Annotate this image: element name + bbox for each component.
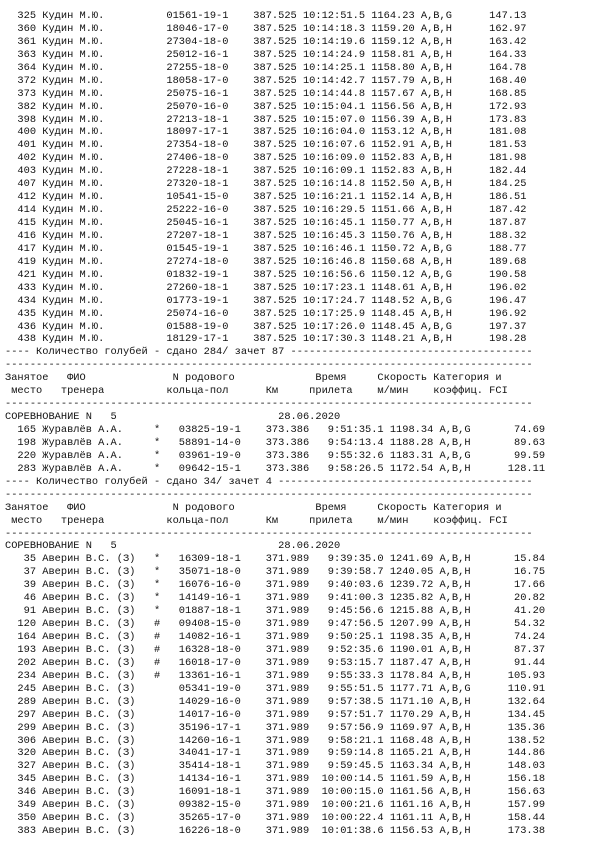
text-line: 361 Кудин М.Ю. 27304-18-0 387.525 10:14:19.6 1159.12 A,B,H 163.42 (5, 35, 527, 48)
text-line: 360 Кудин М.Ю. 18046-17-0 387.525 10:14:18.3 1159.20 A,B,H 162.97 (5, 22, 527, 35)
text-line: 438 Кудин М.Ю. 18129-17-1 387.525 10:17:30.3 1148.21 A,B,H 198.28 (5, 333, 527, 346)
text-line: 400 Кудин М.Ю. 18097-17-1 387.525 10:16:04.0 1153.12 A,B,H 181.08 (5, 126, 527, 139)
text-line: 349 Аверин В.С. (З) 09382-15-0 371.989 10:00:21.6 1161.16 A,B,H 157.99 (5, 799, 546, 812)
text-line: 306 Аверин В.С. (З) 14260-16-1 371.989 9:58:21.1 1168.48 A,B,H 138.52 (5, 734, 546, 747)
text-line: 398 Кудин М.Ю. 27213-18-1 387.525 10:15:07.0 1156.39 A,B,H 173.83 (5, 113, 527, 126)
competition-header: СОРЕВНОВАНИЕ N 5 28.06.2020 (5, 540, 341, 553)
text-line: 245 Аверин В.С. (З) 05341-19-0 371.989 9:55:51.5 1177.71 A,B,G 110.91 (5, 682, 546, 695)
column-header: Занятое ФИО N родового Время Скорость Категория и (5, 372, 502, 385)
text-line: 363 Кудин М.Ю. 25012-16-1 387.525 10:14:24.9 1158.81 A,B,H 164.33 (5, 48, 527, 61)
text-line: 416 Кудин М.Ю. 27207-18-1 387.525 10:16:45.3 1150.76 A,B,H 188.32 (5, 229, 527, 242)
column-header: место тренера кольца-пол Км прилета м/мин коэффиц. FCI (5, 514, 508, 527)
text-line: 283 Журавлёв А.А. * 09642-15-1 373.386 9:58:26.5 1172.54 A,B,H 128.11 (5, 462, 546, 475)
separator-line: ------------------------------------------------------------------------------------- (5, 527, 533, 540)
text-line: 401 Кудин М.Ю. 27354-18-0 387.525 10:16:07.6 1152.91 A,B,H 181.53 (5, 139, 527, 152)
text-line: 403 Кудин М.Ю. 27228-18-1 387.525 10:16:09.1 1152.83 A,B,H 182.44 (5, 165, 527, 178)
text-line: 433 Кудин М.Ю. 27260-18-1 387.525 10:17:23.1 1148.61 A,B,H 196.02 (5, 281, 527, 294)
text-line: 91 Аверин В.С. (З) * 01887-18-1 371.989 9:45:56.6 1215.88 A,B,H 41.20 (5, 605, 546, 618)
text-line: 412 Кудин М.Ю. 10541-15-0 387.525 10:16:21.1 1152.14 A,B,H 186.51 (5, 191, 527, 204)
text-line: 289 Аверин В.С. (З) 14029-16-0 371.989 9:57:38.5 1171.10 A,B,H 132.64 (5, 695, 546, 708)
text-line: 350 Аверин В.С. (З) 35265-17-0 371.989 10:00:22.4 1161.11 A,B,H 158.44 (5, 812, 546, 825)
text-line: 164 Аверин В.С. (З) # 14082-16-1 371.989 9:50:25.1 1198.35 A,B,H 74.24 (5, 631, 546, 643)
text-line: 327 Аверин В.С. (З) 35414-18-1 371.989 9:59:45.5 1163.34 A,B,H 148.03 (5, 760, 546, 773)
text-line: 35 Аверин В.С. (З) * 16309-18-1 371.989 9:39:35.0 1241.69 A,B,H 15.84 (5, 553, 546, 566)
text-line: 325 Кудин М.Ю. 01561-19-1 387.525 10:12:51.5 1164.23 A,B,G 147.13 (5, 10, 527, 22)
text-line: 382 Кудин М.Ю. 25070-16-0 387.525 10:15:04.1 1156.56 A,B,H 172.93 (5, 100, 527, 113)
text-line: 372 Кудин М.Ю. 18058-17-0 387.525 10:14:42.7 1157.79 A,B,H 168.40 (5, 74, 527, 87)
separator-line: ------------------------------------------------------------------------------------- (5, 398, 533, 411)
text-line: 421 Кудин М.Ю. 01832-19-1 387.525 10:16:56.6 1150.12 A,B,G 190.58 (5, 268, 527, 281)
text-line: 373 Кудин М.Ю. 25075-16-1 387.525 10:14:44.8 1157.67 A,B,H 168.85 (5, 87, 527, 100)
text-line: 346 Аверин В.С. (З) 16091-18-1 371.989 10:00:15.0 1161.56 A,B,H 156.63 (5, 786, 546, 799)
text-line: 345 Аверин В.С. (З) 14134-16-1 371.989 10:00:14.5 1161.59 A,B,H 156.18 (5, 773, 546, 786)
separator-line: ------------------------------------------------------------------------------------- (5, 488, 533, 501)
text-line: 165 Журавлёв А.А. * 03825-19-1 373.386 9:51:35.1 1198.34 A,B,G 74.69 (5, 424, 546, 436)
text-line: 383 Аверин В.С. (З) 16226-18-0 371.989 10:01:38.6 1156.53 A,B,H 173.38 (5, 825, 546, 838)
text-line: 436 Кудин М.Ю. 01588-19-0 387.525 10:17:26.0 1148.45 A,B,G 197.37 (5, 320, 527, 333)
results-document (0, 10, 600, 838)
competition-header: СОРЕВНОВАНИЕ N 5 28.06.2020 (5, 411, 341, 424)
text-line: 320 Аверин В.С. (З) 34041-17-1 371.989 9:59:14.8 1165.21 A,B,H 144.86 (5, 747, 546, 760)
text-line: 419 Кудин М.Ю. 27274-18-0 387.525 10:16:46.8 1150.68 A,B,H 189.68 (5, 255, 527, 268)
text-line: 234 Аверин В.С. (З) # 13361-16-1 371.989 9:55:33.3 1178.84 A,B,H 105.93 (5, 669, 546, 682)
text-line: 39 Аверин В.С. (З) * 16076-16-0 371.989 9:40:03.6 1239.72 A,B,H 17.66 (5, 579, 546, 592)
text-line: 46 Аверин В.С. (З) * 14149-16-1 371.989 9:41:00.3 1235.82 A,B,H 20.82 (5, 592, 546, 605)
text-line: 220 Журавлёв А.А. * 03961-19-0 373.386 9:55:32.6 1183.31 A,B,G 99.59 (5, 449, 546, 462)
summary-line: ---- Количество голубей - сдано 284/ зачет 87 --------------------------------------- (5, 346, 533, 359)
text-line: 417 Кудин М.Ю. 01545-19-1 387.525 10:16:46.1 1150.72 A,B,G 188.77 (5, 242, 527, 255)
text-line: 407 Кудин М.Ю. 27320-18-1 387.525 10:16:14.8 1152.50 A,B,H 184.25 (5, 178, 527, 191)
text-line: 37 Аверин В.С. (З) * 35071-18-0 371.989 9:39:58.7 1240.05 A,B,H 16.75 (5, 566, 546, 579)
text-line: 299 Аверин В.С. (З) 35196-17-1 371.989 9:57:56.9 1169.97 A,B,H 135.36 (5, 721, 546, 734)
text-line: 414 Кудин М.Ю. 25222-16-0 387.525 10:16:29.5 1151.66 A,B,H 187.42 (5, 204, 527, 217)
summary-line: ---- Количество голубей - сдано 34/ зачет 4 ----------------------------------------- (5, 475, 533, 488)
text-line: 402 Кудин М.Ю. 27406-18-0 387.525 10:16:09.0 1152.83 A,B,H 181.98 (5, 152, 527, 165)
separator-line: ------------------------------------------------------------------------------------- (5, 359, 533, 372)
text-line: 198 Журавлёв А.А. * 58891-14-0 373.386 9:54:13.4 1188.28 A,B,H 89.63 (5, 436, 546, 449)
text-line: 297 Аверин В.С. (З) 14017-16-0 371.989 9:57:51.7 1170.29 A,B,H 134.45 (5, 708, 546, 721)
text-line: 435 Кудин М.Ю. 25074-16-0 387.525 10:17:25.9 1148.45 A,B,H 196.92 (5, 307, 527, 320)
column-header: место тренера кольца-пол Км прилета м/мин коэффиц. FCI (5, 385, 508, 398)
text-line: 193 Аверин В.С. (З) # 16328-18-0 371.989 9:52:35.6 1190.01 A,B,H 87.37 (5, 643, 546, 656)
text-line: 120 Аверин В.С. (З) # 09408-15-0 371.989 9:47:56.5 1207.99 A,B,H 54.32 (5, 618, 546, 631)
text-line: 202 Аверин В.С. (З) # 16018-17-0 371.989 9:53:15.7 1187.47 A,B,H 91.44 (5, 656, 546, 669)
text-line: 415 Кудин М.Ю. 25045-16-1 387.525 10:16:45.1 1150.77 A,B,H 187.87 (5, 217, 527, 229)
text-line: 364 Кудин М.Ю. 27255-18-0 387.525 10:14:25.1 1158.80 A,B,H 164.78 (5, 61, 527, 74)
text-line: 434 Кудин М.Ю. 01773-19-1 387.525 10:17:24.7 1148.52 A,B,G 196.47 (5, 294, 527, 307)
column-header: Занятое ФИО N родового Время Скорость Категория и (5, 501, 502, 514)
